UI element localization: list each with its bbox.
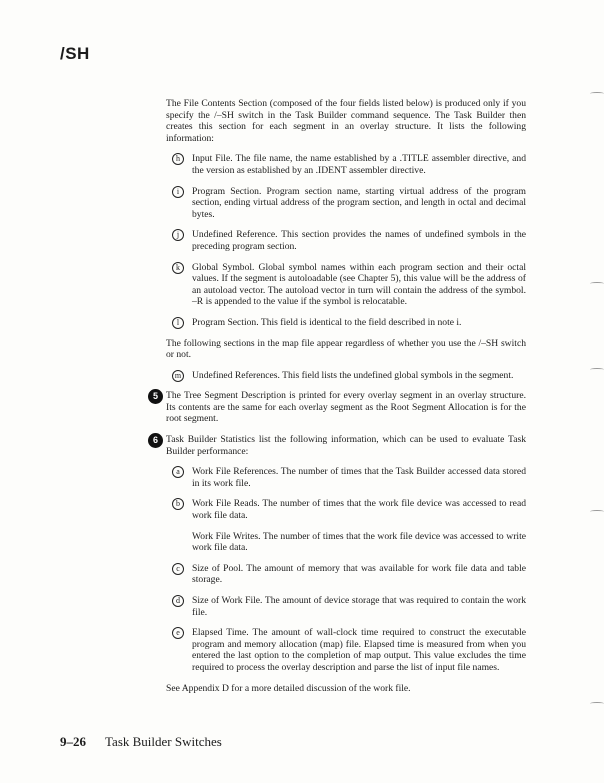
closing-paragraph: See Appendix D for a more detailed discussion of the work file.: [166, 682, 411, 694]
note-h: [166, 153, 526, 176]
section-header: /SH: [60, 44, 90, 63]
note-label: i: [172, 186, 184, 198]
note-text: Global Symbol. Global symbol names within each program section and their octal values. If the segment is autoloadable (see Chapter 5), this value will be the address of an autoload vector. The autoload vector in turn will contain the address of the symbol. –R is appended to the value if the symbol is relocatable.: [192, 261, 526, 308]
intro-paragraph: The File Contents Section (composed of the four fields listed below) is produced only if you specify the /–SH switch in the Task Builder command sequence. The Task Builder then creates this section for each segment in an overlay structure. It lists the following information:: [166, 98, 526, 144]
note-k: [166, 262, 526, 308]
note-text: Program Section. This field is identical to the field described in note i.: [192, 316, 462, 328]
note-label: c: [172, 563, 184, 575]
note-text: Input File. The file name, the name established by a .TITLE assembler directive, and the version as established by an .IDENT assembler directive.: [192, 153, 526, 176]
stat-d: [166, 595, 526, 618]
note-text: Undefined Reference. This section provides the names of undefined symbols in the preceding program section.: [192, 229, 526, 252]
margin-mark: [590, 368, 604, 371]
note-text: Elapsed Time. The amount of wall-clock time required to construct the executable program and memory allocation (map) file. Elapsed time is measured from when you entered the last option to the completion of map output. This value excludes the time required to process the overlay description and parse the list of input file names.: [192, 627, 526, 673]
note-label: m: [172, 370, 184, 382]
note-label: l: [172, 317, 184, 329]
page-footer: [60, 734, 222, 750]
note-j: [166, 229, 526, 252]
note-l: [166, 317, 526, 329]
stat-b: [166, 498, 526, 521]
page-body: [152, 98, 526, 703]
note-text: Size of Pool. The amount of memory that was available for work file data and table storage.: [192, 562, 526, 586]
margin-mark: [590, 702, 604, 705]
margin-mark: [590, 510, 604, 513]
note-text: Work File Reads. The number of times that the work file device was accessed to read work file data.: [192, 498, 526, 522]
note-m: [166, 370, 526, 382]
note-text: Size of Work File. The amount of device storage that was required to contain the work file.: [192, 595, 526, 618]
stat-c: [166, 563, 526, 586]
margin-mark: [590, 282, 604, 285]
footer-title: Task Builder Switches: [105, 734, 222, 749]
page-number: 9–26: [60, 734, 86, 749]
note-label: k: [172, 262, 184, 274]
note-text: Program Section. Program section name, starting virtual address of the program section, ending virtual address of the program section, and length in octal and decimal bytes.: [192, 185, 526, 220]
stat-e: [166, 627, 526, 673]
stat-writes: Work File Writes. The number of times that the work file device was accessed to write work file data.: [192, 530, 526, 554]
note-text: Work File References. The number of times that the Task Builder accessed data stored in its work file.: [192, 466, 526, 489]
note-text: Undefined References. This field lists the undefined global symbols in the segment.: [192, 369, 514, 381]
section-text: The Tree Segment Description is printed for every overlay segment in an overlay structure. Its contents are the same for each overlay segment as the Root Segment Allocation is for the root segment.: [166, 390, 526, 425]
section-text: Task Builder Statistics list the following information, which can be used to evaluate Task Builder performance:: [166, 434, 526, 457]
section-5: [152, 390, 526, 425]
following-paragraph: The following sections in the map file appear regardless of whether you use the /–SH switch or not.: [166, 337, 526, 361]
note-i: [166, 186, 526, 221]
note-label: d: [172, 595, 184, 607]
section-6: [152, 434, 526, 457]
section-number-badge: 6: [148, 433, 163, 448]
note-label: a: [172, 466, 184, 478]
stat-a: [166, 466, 526, 489]
note-label: e: [172, 627, 184, 639]
note-label: j: [172, 229, 184, 241]
margin-mark: [590, 92, 604, 95]
note-label: b: [172, 498, 184, 510]
section-number-badge: 5: [148, 389, 163, 404]
note-label: h: [172, 153, 184, 165]
